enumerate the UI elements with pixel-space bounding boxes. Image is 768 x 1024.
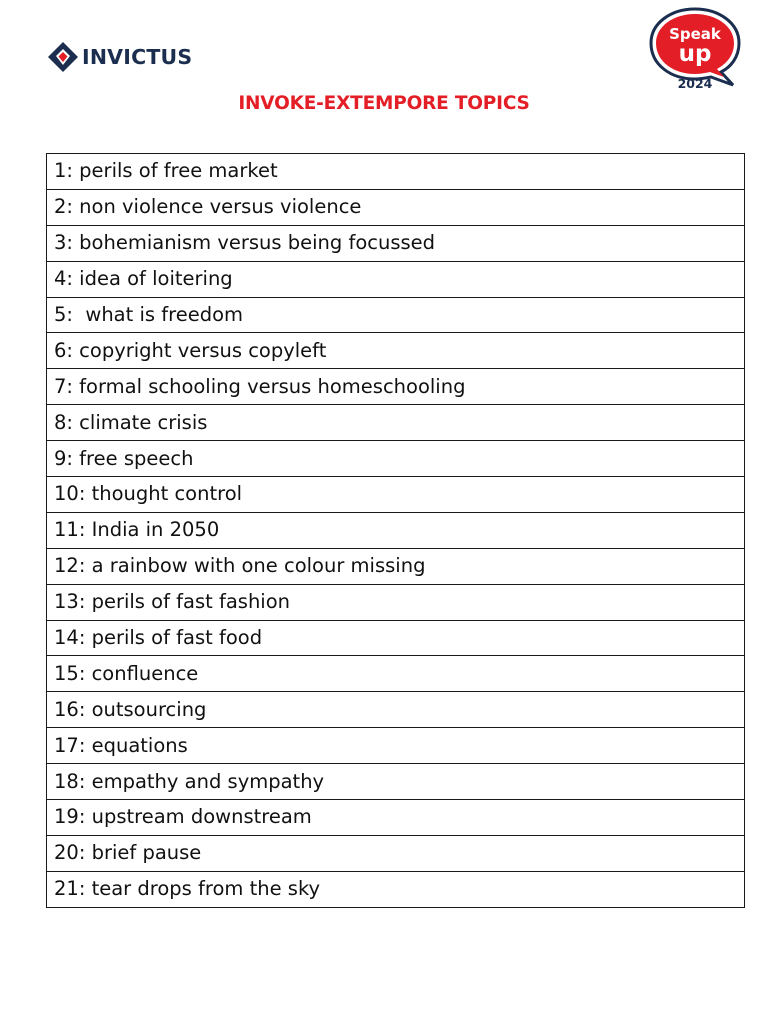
logo-wordmark: INVICTUS: [82, 45, 193, 69]
table-row: [47, 512, 745, 548]
topics-table: [46, 153, 745, 908]
badge-year: 2024: [677, 76, 713, 91]
topic-cell: 1: perils of free market: [47, 154, 745, 190]
topic-cell: 7: formal schooling versus homeschooling: [47, 369, 745, 405]
topic-cell: 2: non violence versus violence: [47, 189, 745, 225]
speak-up-badge: [647, 7, 743, 93]
topic-cell: 19: upstream downstream: [47, 800, 745, 836]
table-row: [47, 154, 745, 190]
table-row: [47, 405, 745, 441]
table-row: [47, 584, 745, 620]
topic-cell: 12: a rainbow with one colour missing: [47, 548, 745, 584]
table-row: [47, 728, 745, 764]
topic-cell: 18: empathy and sympathy: [47, 764, 745, 800]
topic-cell: 14: perils of fast food: [47, 620, 745, 656]
topic-cell: 11: India in 2050: [47, 512, 745, 548]
table-row: [47, 800, 745, 836]
page-title: INVOKE-EXTEMPORE TOPICS: [238, 93, 530, 114]
table-row: [47, 225, 745, 261]
topic-cell: 6: copyright versus copyleft: [47, 333, 745, 369]
table-row: [47, 620, 745, 656]
table-row: [47, 692, 745, 728]
table-row: [47, 548, 745, 584]
table-row: [47, 297, 745, 333]
table-row: [47, 369, 745, 405]
topic-cell: 20: brief pause: [47, 835, 745, 871]
invictus-diamond-icon: [47, 41, 79, 73]
topic-cell: 17: equations: [47, 728, 745, 764]
topic-cell: 5: what is freedom: [47, 297, 745, 333]
table-row: [47, 441, 745, 477]
topic-cell: 13: perils of fast fashion: [47, 584, 745, 620]
table-row: [47, 835, 745, 871]
table-row: [47, 189, 745, 225]
badge-up-text: up: [678, 41, 712, 67]
topic-cell: 4: idea of loitering: [47, 261, 745, 297]
table-row: [47, 477, 745, 513]
topic-cell: 9: free speech: [47, 441, 745, 477]
table-row: [47, 261, 745, 297]
topic-cell: 10: thought control: [47, 477, 745, 513]
topic-cell: 8: climate crisis: [47, 405, 745, 441]
topic-cell: 16: outsourcing: [47, 692, 745, 728]
topic-cell: 3: bohemianism versus being focussed: [47, 225, 745, 261]
table-row: [47, 333, 745, 369]
table-row: [47, 764, 745, 800]
table-row: [47, 871, 745, 907]
badge-speak-text: Speak: [669, 25, 721, 43]
topic-cell: 21: tear drops from the sky: [47, 871, 745, 907]
table-row: [47, 656, 745, 692]
invictus-logo: [47, 41, 192, 73]
topic-cell: 15: confluence: [47, 656, 745, 692]
